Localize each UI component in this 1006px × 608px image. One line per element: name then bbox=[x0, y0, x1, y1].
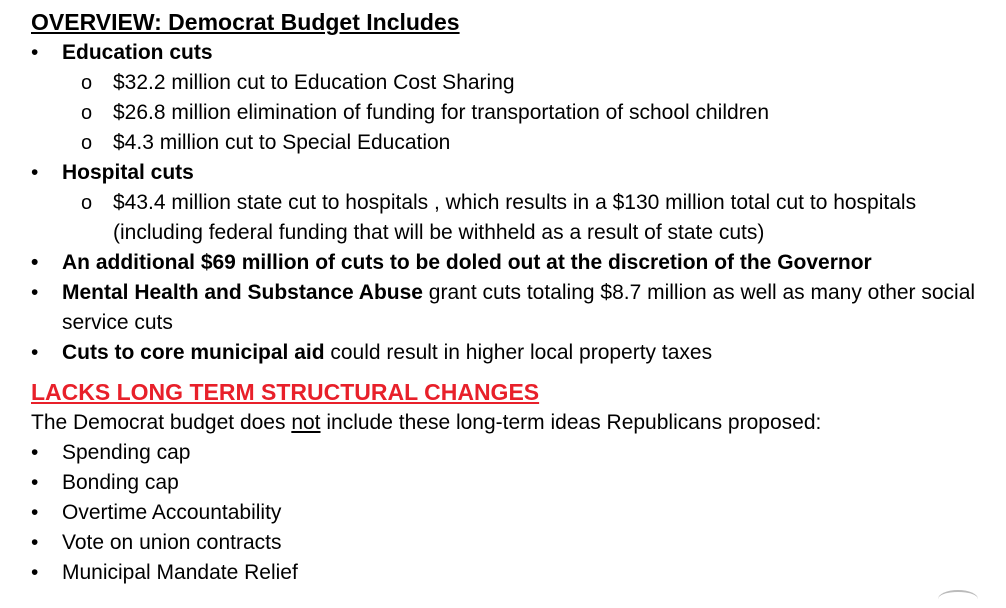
list-item: • Municipal Mandate Relief bbox=[31, 558, 996, 588]
structural-intro bbox=[31, 408, 996, 438]
list-item-municipal-aid bbox=[31, 338, 996, 368]
intro-text-after: include these long-term ideas Republicans proposed: bbox=[320, 411, 822, 434]
education-label: Education cuts bbox=[62, 41, 213, 64]
list-item-education bbox=[31, 38, 996, 158]
education-sublist bbox=[62, 68, 996, 158]
list-item: o $43.4 million state cut to hospitals , which results in a $130 million total cut to hospitals (including federal funding that will be withheld as a result of state cuts) bbox=[81, 188, 996, 248]
document-page bbox=[31, 6, 996, 588]
intro-text-before: The Democrat budget does bbox=[31, 411, 292, 434]
overview-heading: OVERVIEW: Democrat Budget Includes bbox=[31, 9, 460, 35]
list-item: o $32.2 million cut to Education Cost Sharing bbox=[81, 68, 996, 98]
list-item: • Vote on union contracts bbox=[31, 528, 996, 558]
intro-emphasis: not bbox=[291, 411, 321, 434]
municipal-aid-text: could result in higher local property taxes bbox=[324, 341, 713, 364]
list-item: o $4.3 million cut to Special Education bbox=[81, 128, 996, 158]
page-curl-decoration bbox=[938, 590, 978, 608]
section-spacer bbox=[31, 368, 996, 376]
proposals-list bbox=[31, 438, 996, 588]
list-item-hospital bbox=[31, 158, 996, 248]
municipal-aid-label: Cuts to core municipal aid bbox=[62, 341, 325, 364]
list-item: o $26.8 million elimination of funding for transportation of school children bbox=[81, 98, 996, 128]
overview-list bbox=[31, 38, 996, 368]
mental-health-text: grant cuts totaling $8.7 million as well as many other social service cuts bbox=[62, 281, 976, 334]
list-item: • Overtime Accountability bbox=[31, 498, 996, 528]
list-item-additional-cuts: • An additional $69 million of cuts to be doled out at the discretion of the Governor bbox=[31, 248, 996, 278]
list-item-mental-health bbox=[31, 278, 996, 338]
hospital-sublist bbox=[62, 188, 996, 248]
hospital-label: Hospital cuts bbox=[62, 161, 194, 184]
structural-heading: LACKS LONG TERM STRUCTURAL CHANGES bbox=[31, 379, 540, 405]
list-item: • Spending cap bbox=[31, 438, 996, 468]
mental-health-label: Mental Health and Substance Abuse bbox=[62, 281, 423, 304]
list-item: • Bonding cap bbox=[31, 468, 996, 498]
